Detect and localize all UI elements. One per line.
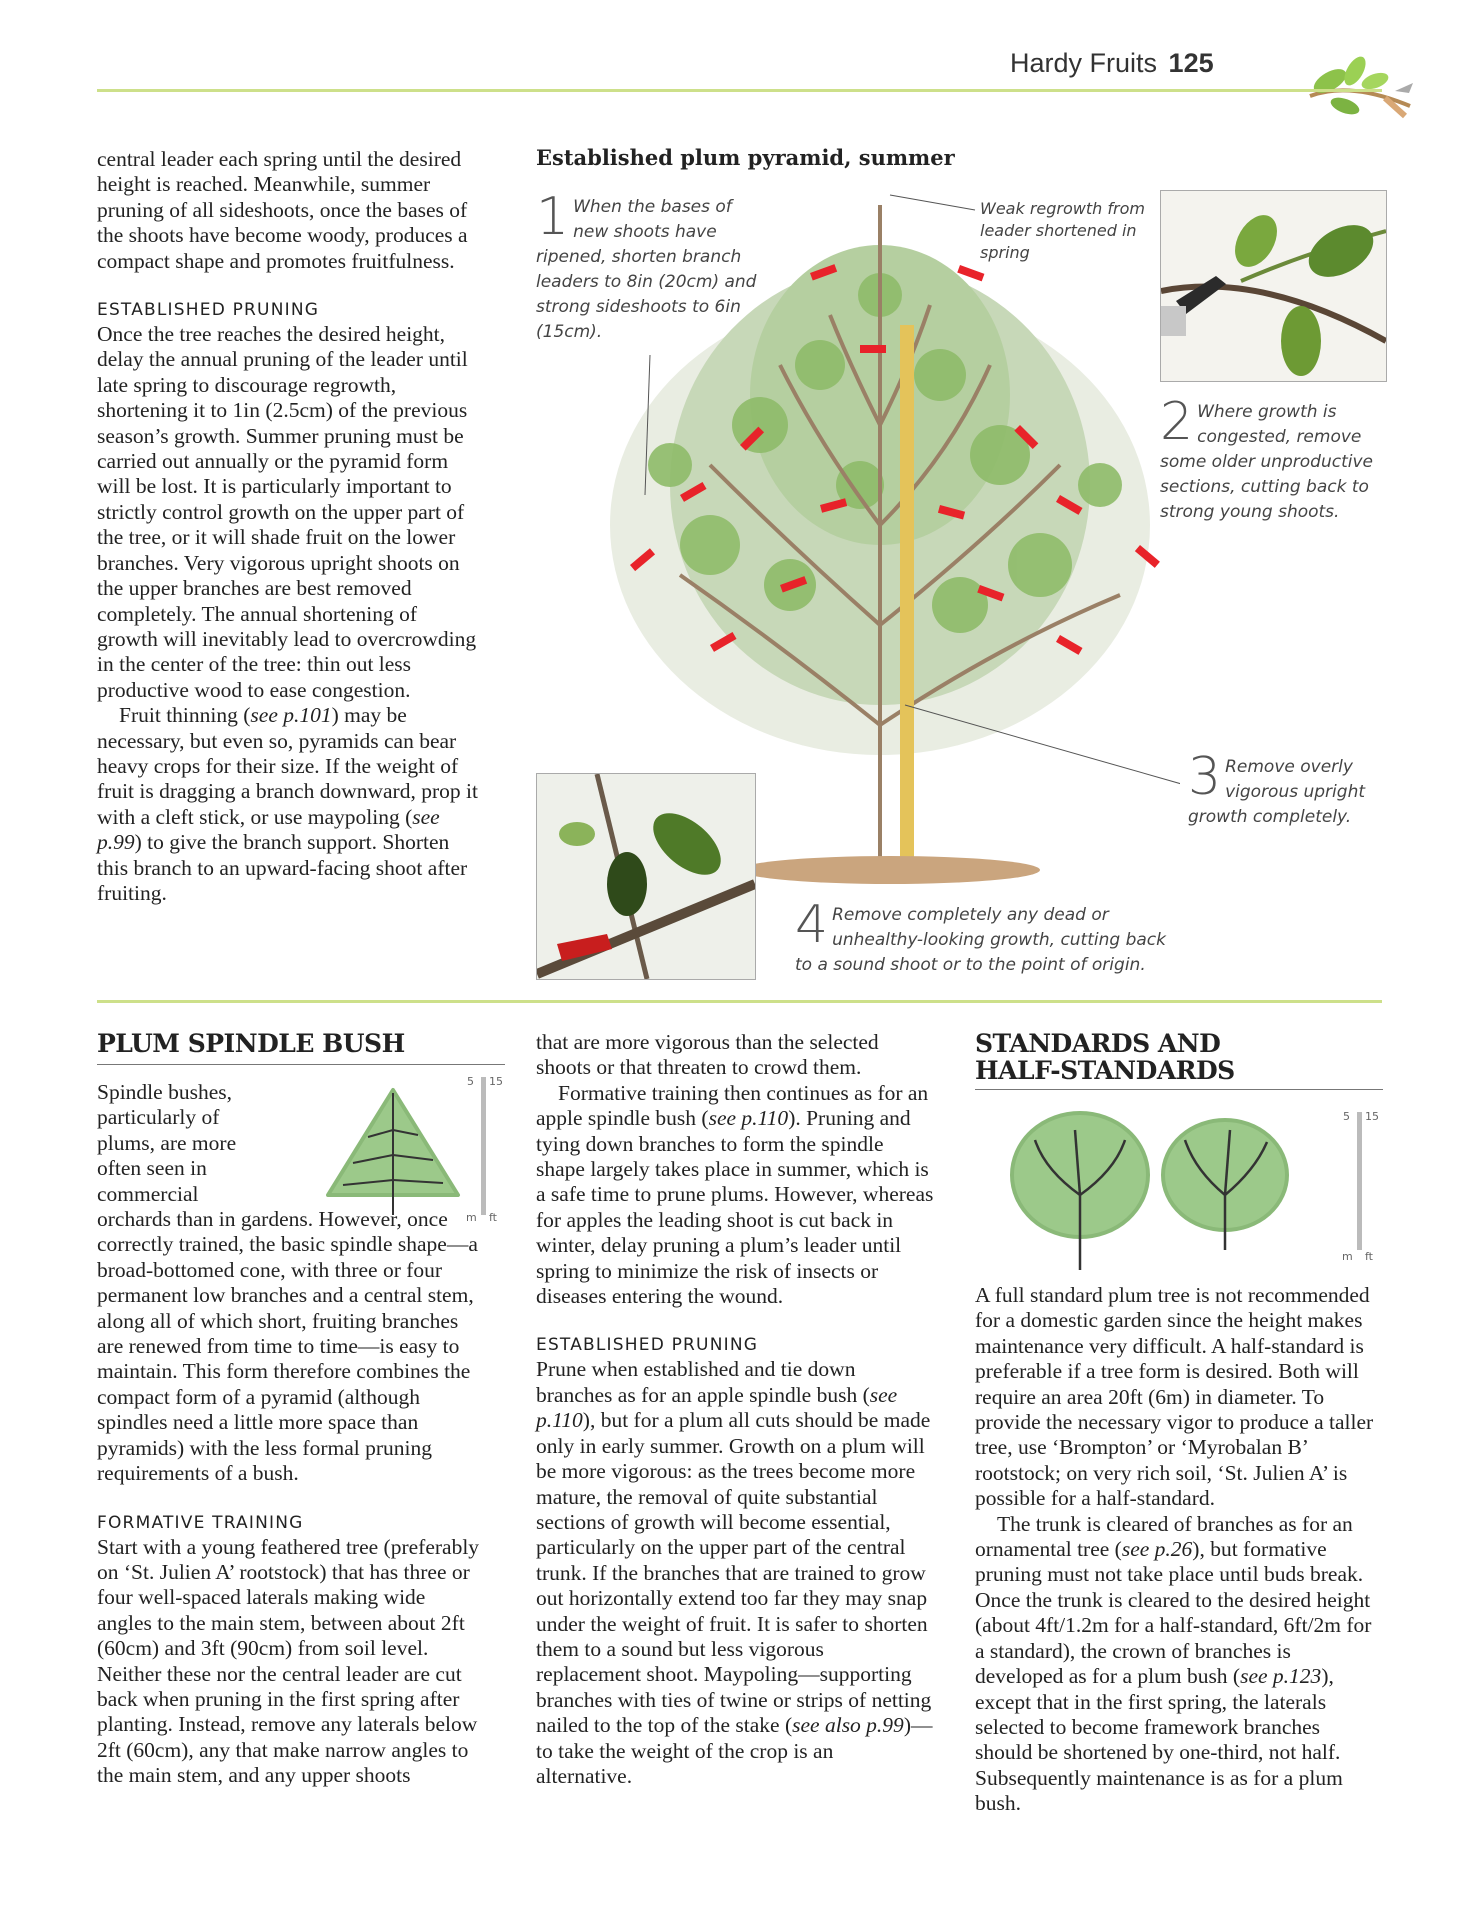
spindle-section-title: PLUM SPINDLE BUSH [97, 1029, 405, 1058]
header-leaf-icon [1300, 36, 1420, 126]
standards-paragraph-2: The trunk is cleared of branches as for an ornamental tree (see p.26), but formative pruning must not take place until buds break. Once the trunk is cleared to the desired height (about 4ft/1.2m for a half-standard, 6ft/2m for a standard), the crown of branches is developed as for a plum bush (see p.123), except that in the first spring, the laterals selected to become framework branches should be shortened by one-third, not half. Subsequently maintenance is as for a plum bush. [975, 1511, 1372, 1816]
header-rule [97, 89, 1382, 92]
page-reference: see p.110 [536, 1382, 898, 1433]
spindle-title-rule [97, 1064, 505, 1065]
callout-number: 1 [536, 187, 570, 247]
callout-number: 4 [795, 895, 829, 955]
page-reference: see p.101 [250, 703, 332, 728]
running-header [1010, 48, 1214, 79]
callout-top: Weak regrowth from leader shortened in spring [980, 199, 1145, 262]
middle-paragraph-2: Formative training then continues as for an apple spindle bush (see p.110). Pruning and tying down branches to form the spindle shape largely takes place in summer, which is a safe time to prune plums. However, whereas for apples the leading shoot is cut back in winter, delay pruning a plum’s leader until spring to minimize the risk of insects or diseases entering the wound. [536, 1080, 934, 1309]
spindle-scale-bar: 5 15 m ft [466, 1075, 503, 1224]
callout-1: 1 When the bases of new shoots have ripened, shorten branch leaders to 8in (20cm) and strong sideshoots to 6in (15cm). [536, 187, 757, 342]
formative-paragraph: Start with a young feathered tree (preferably on ‘St. Julien A’ rootstock) that has three or four well-spaced laterals making wide angles to the main stem, between about 2ft (60cm) and 3ft (90cm) from soil level. Neither these nor the central leader are cut back when pruning in the first spring after planting. Instead, remove any laterals below 2ft (60cm), any that make narrow angles to the main stem, and any upper shoots [97, 1534, 480, 1788]
established-pruning-heading-2: ESTABLISHED PRUNING [536, 1335, 759, 1356]
callout-2: 2 Where growth is congested, remove some older unproductive sections, cutting back to strong young shoots. [1160, 392, 1373, 522]
photo-pruning-congested [1160, 190, 1387, 382]
intro-paragraph: central leader each spring until the desired height is reached. Meanwhile, summer pruning of all sideshoots, once the bases of the shoots have become woody, produces a compact shape and promotes fruitfulness. [97, 147, 468, 273]
callout-number: 2 [1160, 392, 1194, 452]
formative-training-heading: FORMATIVE TRAINING [97, 1512, 304, 1533]
callout-4: 4 Remove completely any dead or unhealthy-looking growth, cutting back to a sound shoot or to the point of origin. [795, 895, 1166, 975]
spindle-column [97, 1080, 482, 1789]
standards-section-title: STANDARDS AND HALF-STANDARDS [975, 1029, 1235, 1085]
standards-scale-bar: 5 15 m ft [1342, 1110, 1379, 1263]
page-reference: see p.99 [97, 804, 440, 855]
standards-paragraph-1: A full standard plum tree is not recommended for a domestic garden since the height makes maintenance very difficult. A half-standard is preferable if a tree form is desired. Both will require an area 20ft (6m) in diameter. To provide the necessary vigor to produce a taller tree, use ‘Brompton’ or ‘Myrobalan B’ rootstock; on very rich soil, ‘St. Julien A’ is possible for a half-standard. [975, 1283, 1374, 1511]
standard-trees-icon [1005, 1100, 1305, 1275]
established-pruning-heading: ESTABLISHED PRUNING [97, 300, 320, 321]
established-paragraph-2: Fruit thinning (see p.101) may be necessary, but even so, pyramids can bear heavy crops for their size. If the weight of fruit is dragging a branch downward, prop it with a cleft stick, or use maypoling (see p.99) to give the branch support. Shorten this branch to an upward-facing shoot after fruiting. [97, 703, 478, 905]
middle-column [536, 1030, 934, 1789]
middle-paragraph-3: Prune when established and tie down branches as for an apple spindle bush (see p.110), but for a plum all cuts should be made only in early summer. Growth on a plum will be more vigorous: as the trees become more mature, the removal of quite substantial sections of growth will become essential, particularly on the upper part of the central trunk. If the branches that are trained to grow out horizontally extend too far they may snap under the weight of fruit. It is safer to shorten them to a sound but less vigorous replacement shoot. Maypoling—supporting branches with ties of twine or strips of netting nailed to the top of the stake (see also p.99)—to take the weight of the crop is an alternative. [536, 1357, 933, 1788]
figure-title: Established plum pyramid, summer [536, 145, 955, 170]
header-section-title: Hardy Fruits [1010, 48, 1158, 78]
established-paragraph-1: Once the tree reaches the desired height, delay the annual pruning of the leader until late spring to discourage regrowth, shortening it to 1in (2.5cm) of the previous season’s growth. Summer pruning must be carried out annually or the pyramid form will be lost. It is particularly important to strictly control growth on the upper part of the tree, or it will shade fruit on the lower branches. Very vigorous upright shoots on the upper branches are best removed completely. The annual shortening of growth will inevitably lead to overcrowding in the center of the tree: thin out less productive wood to ease congestion. [97, 322, 477, 702]
spindle-paragraph-1: Spindle bushes, particularly of plums, are more often seen in commercial orchards than in gardens. However, once correctly trained, the basic spindle shape—a broad-bottomed cone, with three or four permanent low branches and a central stem, along all of which short, fruiting branches are renewed from time to time—is easy to maintain. This form therefore combines the compact form of a pyramid (although spindles need a little more space than pyramids) with the less formal pruning requirements of a bush. [97, 1080, 478, 1486]
middle-paragraph-1: that are more vigorous than the selected shoots or that threaten to crowd them. [536, 1030, 879, 1080]
page-reference: see p.110 [708, 1106, 789, 1131]
standards-title-rule [975, 1089, 1383, 1090]
page-reference: see p.26 [1121, 1537, 1193, 1562]
callout-number: 3 [1188, 747, 1222, 807]
callout-3: 3 Remove overly vigorous upright growth completely. [1188, 747, 1366, 827]
section-divider [97, 1000, 1382, 1003]
left-column-top [97, 147, 482, 906]
page-reference: see also p.99 [792, 1713, 904, 1738]
page-number: 125 [1168, 48, 1214, 78]
standards-column [975, 1283, 1380, 1817]
page-reference: see p.123 [1240, 1664, 1322, 1689]
photo-removing-dead-growth [536, 773, 756, 980]
